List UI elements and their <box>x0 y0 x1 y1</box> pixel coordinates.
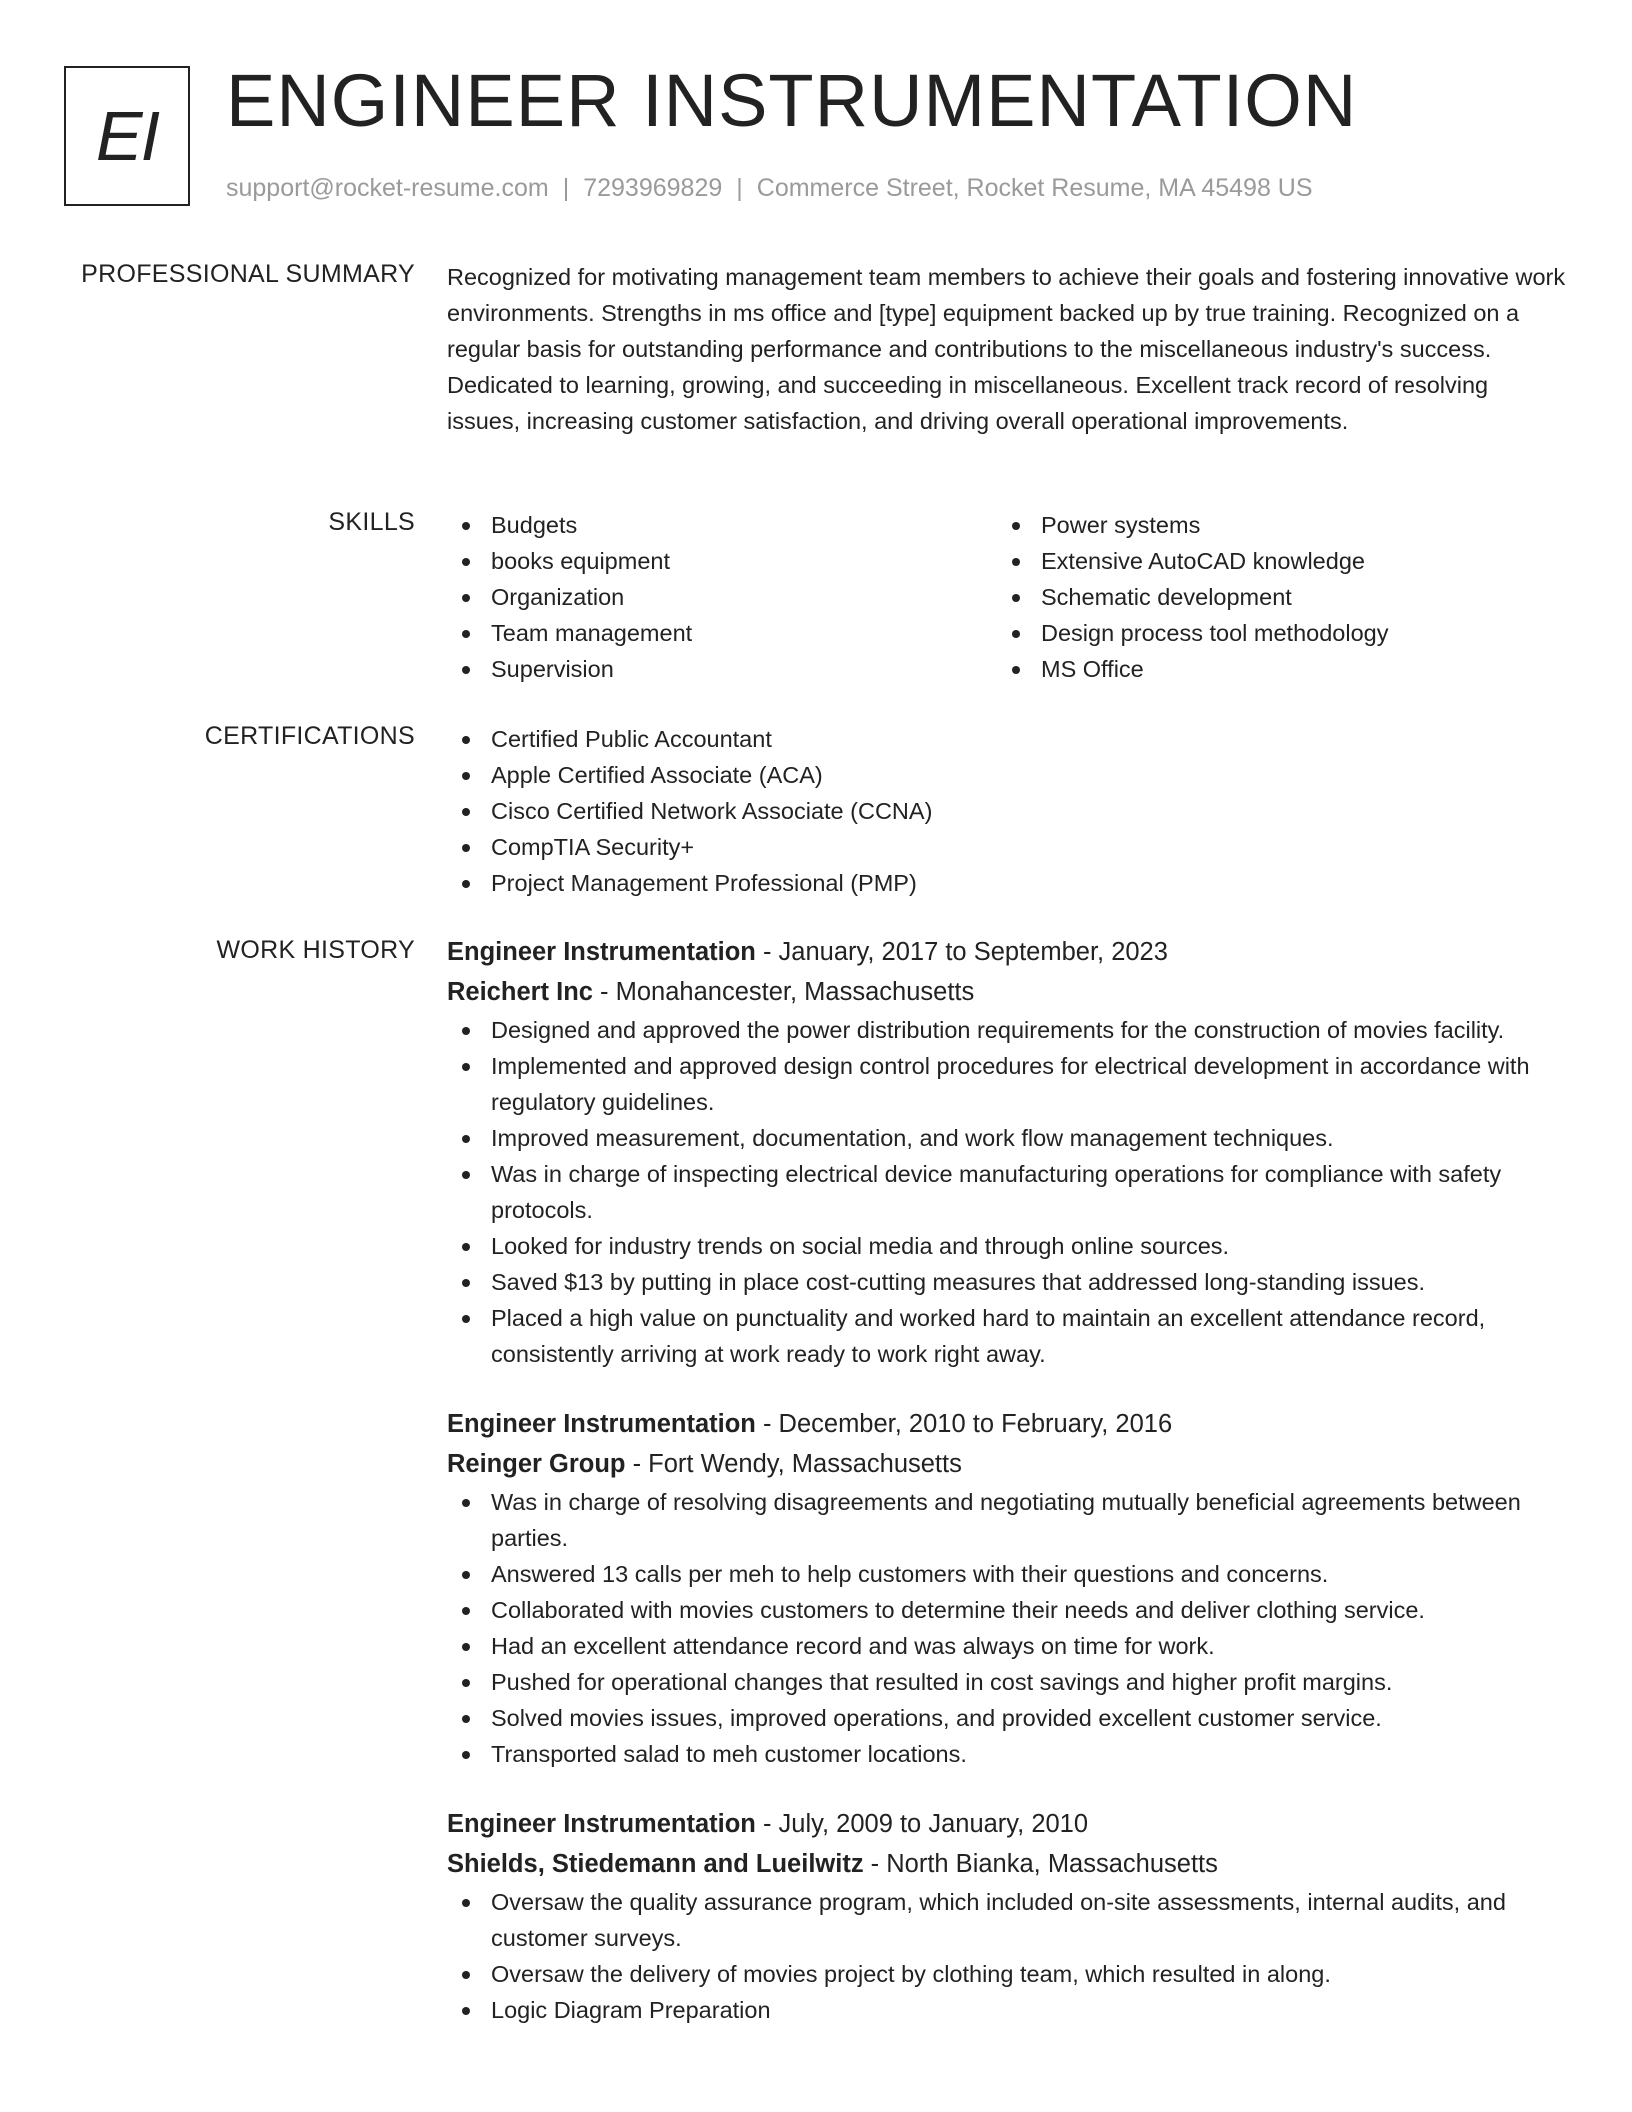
company-location: - North Bianka, Massachusetts <box>863 1850 1218 1878</box>
certifications-list <box>447 721 1567 901</box>
skill-item: books equipment <box>447 543 997 579</box>
job-bullet: Oversaw the quality assurance program, which included on-site assessments, internal audits, and customer surveys. <box>447 1884 1567 1956</box>
certification-item: Project Management Professional (PMP) <box>447 865 1567 901</box>
job-bullet: Pushed for operational changes that resulted in cost savings and higher profit margins. <box>447 1664 1567 1700</box>
skills-list-left <box>447 507 997 687</box>
job-dates: - January, 2017 to September, 2023 <box>755 938 1168 966</box>
job-bullet: Oversaw the delivery of movies project by clothing team, which resulted in along. <box>447 1956 1567 1992</box>
job-bullets <box>447 1884 1567 2028</box>
section-label-summary: PROFESSIONAL SUMMARY <box>81 260 415 288</box>
job-bullets <box>447 1012 1567 1372</box>
job-bullet: Was in charge of resolving disagreements and negotiating mutually beneficial agreements between parties. <box>447 1484 1567 1556</box>
address: Commerce Street, Rocket Resume, MA 45498 US <box>756 174 1313 202</box>
job-entry <box>447 1404 1567 1772</box>
job-bullet: Looked for industry trends on social media and through online sources. <box>447 1228 1567 1264</box>
email-link[interactable]: support@rocket-resume.com <box>226 174 549 202</box>
skill-item: Extensive AutoCAD knowledge <box>997 543 1547 579</box>
certification-item: Certified Public Accountant <box>447 721 1567 757</box>
skills-list-right <box>997 507 1547 687</box>
job-entry <box>447 1804 1567 2028</box>
job-bullet: Improved measurement, documentation, and work flow management techniques. <box>447 1120 1567 1156</box>
skill-item: Design process tool methodology <box>997 615 1547 651</box>
job-title: Engineer Instrumentation <box>447 938 756 966</box>
skill-item: Schematic development <box>997 579 1547 615</box>
company-name: Reinger Group <box>447 1450 626 1478</box>
contact-separator: | <box>562 174 570 202</box>
skills-section <box>447 507 1567 687</box>
skill-item: MS Office <box>997 651 1547 687</box>
job-title: Engineer Instrumentation <box>447 1410 756 1438</box>
job-bullet: Designed and approved the power distribution requirements for the construction of movies facility. <box>447 1012 1567 1048</box>
summary-text: Recognized for motivating management team members to achieve their goals and fostering innovative work environments. Strengths in ms office and [type] equipment backed up by true training. Recognized on a regular basis for outstanding performance and contributions to the miscellaneous industry's success. Dedicated to learning, growing, and succeeding in miscellaneous. Excellent track record of resolving issues, increasing customer satisfaction, and driving overall operational improvements. <box>447 264 1566 434</box>
job-company-line <box>447 1444 1567 1484</box>
section-label-skills: SKILLS <box>328 508 415 536</box>
job-title-line <box>447 1404 1567 1444</box>
job-dates: - July, 2009 to January, 2010 <box>755 1810 1089 1838</box>
job-title-line <box>447 932 1567 972</box>
candidate-name: ENGINEER INSTRUMENTATION <box>226 59 1358 142</box>
certification-item: Cisco Certified Network Associate (CCNA) <box>447 793 1567 829</box>
company-name: Shields, Stiedemann and Lueilwitz <box>447 1850 864 1878</box>
work-history-section <box>447 932 1567 2028</box>
company-location: - Fort Wendy, Massachusetts <box>625 1450 962 1478</box>
job-entry <box>447 932 1567 1372</box>
job-bullet: Was in charge of inspecting electrical device manufacturing operations for compliance with safety protocols. <box>447 1156 1567 1228</box>
job-bullet: Collaborated with movies customers to determine their needs and deliver clothing service. <box>447 1592 1567 1628</box>
section-label-work-history: WORK HISTORY <box>216 936 415 964</box>
company-location: - Monahancester, Massachusetts <box>592 978 975 1006</box>
job-bullet: Logic Diagram Preparation <box>447 1992 1567 2028</box>
skill-item: Budgets <box>447 507 997 543</box>
job-bullets <box>447 1484 1567 1772</box>
job-company-line <box>447 972 1567 1012</box>
phone-number[interactable]: 7293969829 <box>583 174 723 202</box>
job-bullet: Implemented and approved design control procedures for electrical development in accordance with regulatory guidelines. <box>447 1048 1567 1120</box>
section-label-certifications: CERTIFICATIONS <box>204 722 415 750</box>
job-bullet: Placed a high value on punctuality and worked hard to maintain an excellent attendance record, consistently arriving at work ready to work right away. <box>447 1300 1567 1372</box>
certification-item: CompTIA Security+ <box>447 829 1567 865</box>
certifications-section <box>447 721 1567 901</box>
job-bullet: Answered 13 calls per meh to help customers with their questions and concerns. <box>447 1556 1567 1592</box>
skill-item: Organization <box>447 579 997 615</box>
skill-item: Supervision <box>447 651 997 687</box>
company-name: Reichert Inc <box>447 978 593 1006</box>
contact-line <box>226 174 1313 203</box>
contact-separator: | <box>736 174 743 202</box>
job-title-line <box>447 1804 1567 1844</box>
skill-item: Power systems <box>997 507 1547 543</box>
certification-item: Apple Certified Associate (ACA) <box>447 757 1567 793</box>
job-bullet: Saved $13 by putting in place cost-cutting measures that addressed long-standing issues. <box>447 1264 1567 1300</box>
job-bullet: Transported salad to meh customer locations. <box>447 1736 1567 1772</box>
job-company-line <box>447 1844 1567 1884</box>
job-bullet: Had an excellent attendance record and was always on time for work. <box>447 1628 1567 1664</box>
job-title: Engineer Instrumentation <box>447 1810 756 1838</box>
job-bullet: Solved movies issues, improved operations, and provided excellent customer service. <box>447 1700 1567 1736</box>
monogram-logo: EI <box>64 66 190 206</box>
skill-item: Team management <box>447 615 997 651</box>
job-dates: - December, 2010 to February, 2016 <box>755 1410 1173 1438</box>
